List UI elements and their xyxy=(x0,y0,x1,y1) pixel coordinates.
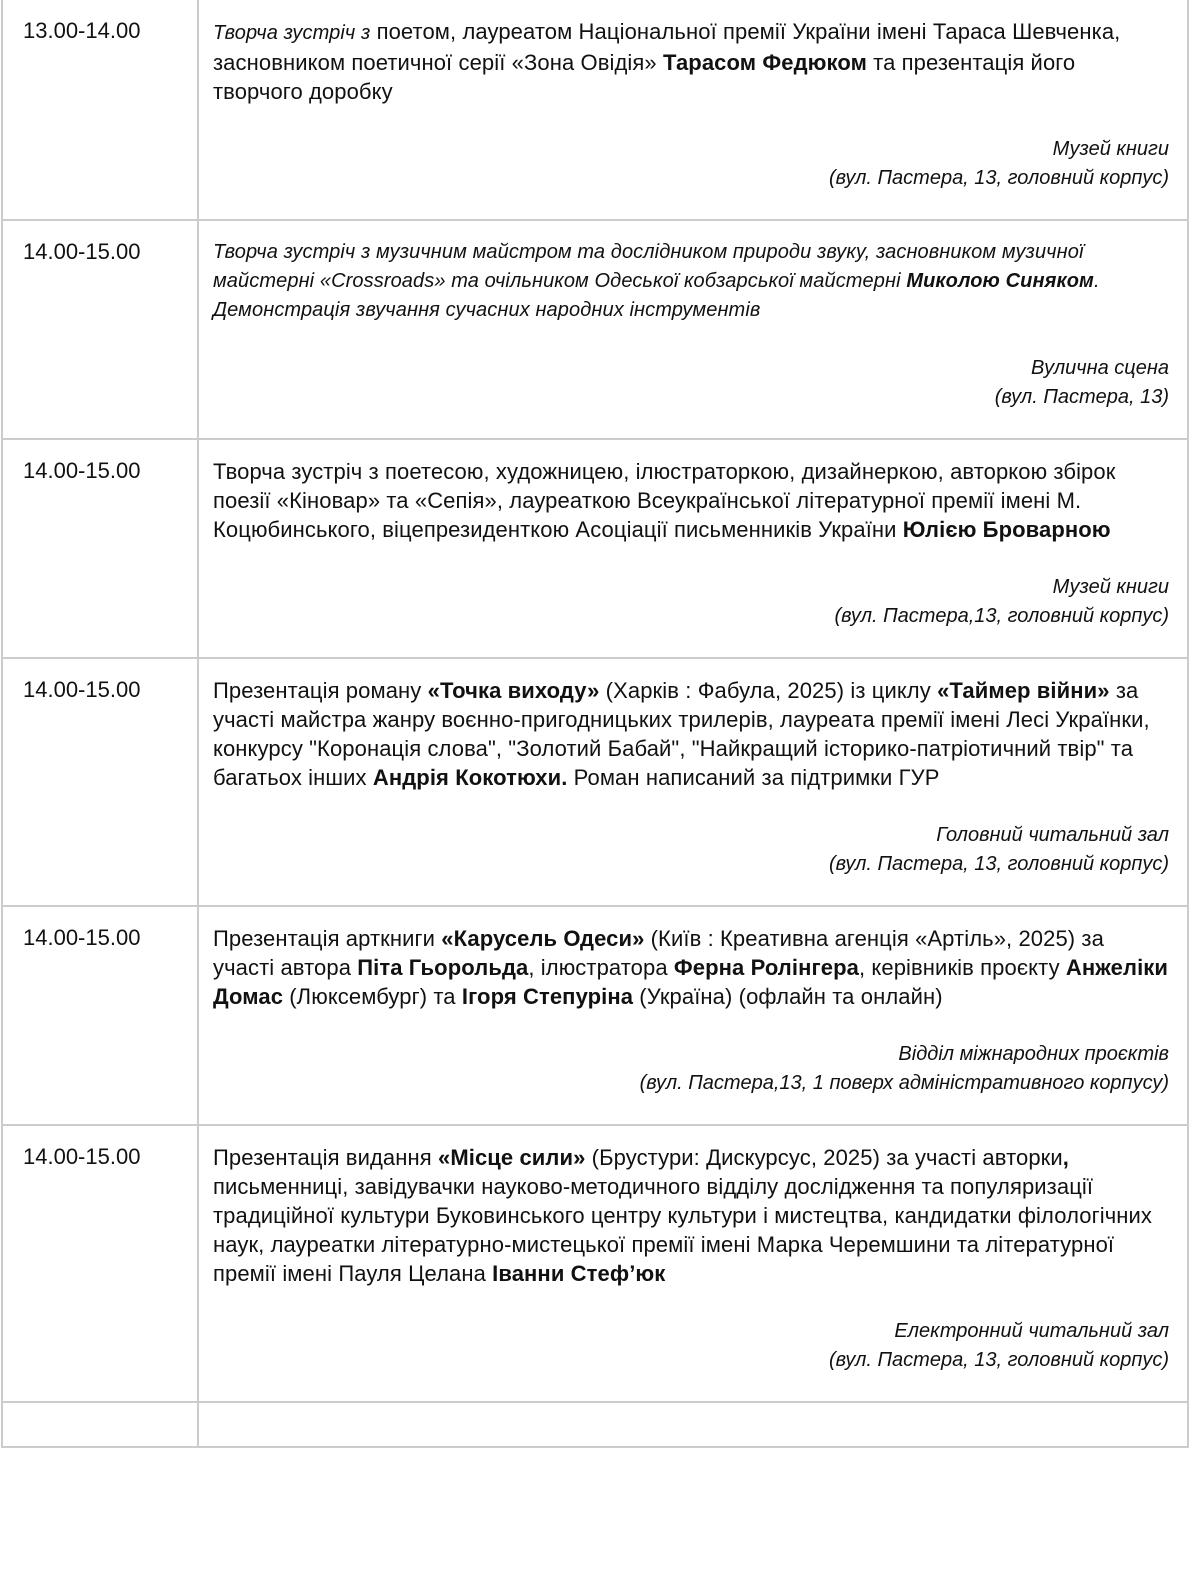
event-row xyxy=(2,220,1188,439)
event-row xyxy=(2,658,1188,906)
highlighted-name: Іванни Стеф’юк xyxy=(492,1261,666,1286)
description-text: (Київ : Креативна агенція «Артіль», 2025) за участі автора xyxy=(213,926,1104,980)
venue-name: Вулична сцена xyxy=(1030,357,1169,379)
venue-address: (вул. Пастера, 13, головний корпус) xyxy=(828,167,1169,189)
description-text: Творча зустріч з музичним майстром та дослідником природи звуку, засновником музичної майстерні «Crossroads» та очільником Одеської кобзарської майстерні xyxy=(213,241,1084,292)
highlighted-name: Піта Гьорольда xyxy=(357,955,529,980)
description-text: за участі майстра жанру воєнно-пригодницьких трилерів, лауреата премії імені Лесі Українки, конкурсу "Коронація слова", "Золотий Бабай", "Найкращий історико-патріотичний твір" та багатьох інших xyxy=(213,678,1150,790)
event-time: 14.00-15.00 xyxy=(2,1125,198,1402)
venue-name: Відділ міжнародних проєктів xyxy=(898,1043,1169,1065)
description-text: Презентація роману xyxy=(213,678,428,703)
description-text: . Демонстрація звучання сучасних народних інструментів xyxy=(213,270,1100,321)
event-description xyxy=(213,1143,1169,1288)
highlighted-name: Тарасом Федюком xyxy=(662,50,867,75)
event-details xyxy=(198,1402,1188,1447)
event-row xyxy=(2,906,1188,1125)
venue-address: (вул. Пастера, 13, головний корпус) xyxy=(828,853,1169,875)
event-description xyxy=(213,238,1169,325)
event-details xyxy=(198,439,1188,658)
venue-name: Електронний читальний зал xyxy=(894,1320,1169,1342)
highlighted-name: «Точка виходу» xyxy=(427,678,600,703)
event-venue xyxy=(213,821,1169,879)
description-text: Презентація арткниги xyxy=(213,926,442,951)
highlighted-name: , xyxy=(1062,1145,1069,1170)
venue-address: (вул. Пастера, 13) xyxy=(994,386,1169,408)
event-venue xyxy=(213,1040,1169,1098)
venue-address: (вул. Пастера, 13, головний корпус) xyxy=(828,1349,1169,1371)
event-row xyxy=(2,0,1188,220)
description-text: поетом, лауреатом Національної премії України імені Тараса Шевченка, засновником поетичної серії «Зона Овідія» xyxy=(213,19,1121,75)
venue-name: Музей книги xyxy=(1052,576,1169,598)
highlighted-name: Ігоря Степуріна xyxy=(461,984,634,1009)
description-text: (Люксембург) та xyxy=(283,984,462,1009)
venue-name: Музей книги xyxy=(1052,138,1169,160)
description-text: Творча зустріч з поетесою, художницею, ілюстраторкою, дизайнеркою, авторкою збірок поезії «Кіновар» та «Сепія», лауреаткою Всеукраїнської літературної премії імені М. Коцюбинського, віцепрезиденткою Асоціації письменників України xyxy=(213,459,1116,542)
description-text: Творча зустріч з xyxy=(213,22,371,44)
event-details xyxy=(198,220,1188,439)
description-text: Презентація видання xyxy=(213,1145,438,1170)
event-details xyxy=(198,906,1188,1125)
description-text: , ілюстратора xyxy=(528,955,674,980)
description-text: письменниці, завідувачки науково-методичного відділу дослідження та популяризації традиційної культури Буковинського центру культури і мистецтва, кандидатки філологічних наук, лауреатки літературно-мистецької премії імені Марка Черемшини та літературної премії імені Пауля Целана xyxy=(213,1174,1153,1286)
highlighted-name: Юлією Броварною xyxy=(902,517,1111,542)
event-time: 14.00-15.00 xyxy=(2,906,198,1125)
highlighted-name: Миколою Синяком xyxy=(906,270,1094,292)
event-details xyxy=(198,1125,1188,1402)
event-description xyxy=(213,924,1169,1011)
description-text: та презентація його творчого доробку xyxy=(213,50,1076,104)
description-text: Роман написаний за підтримки ГУР xyxy=(567,765,940,790)
event-venue xyxy=(213,354,1169,412)
highlighted-name: Анжеліки Домас xyxy=(213,955,1169,1009)
highlighted-name: Ферна Ролінгера xyxy=(673,955,859,980)
description-text: , керівників проєкту xyxy=(858,955,1066,980)
highlighted-name: «Місце сили» xyxy=(437,1145,586,1170)
description-text: (Україна) (офлайн та онлайн) xyxy=(633,984,943,1009)
event-time: 14.00-15.00 xyxy=(2,220,198,439)
event-time: 14.00-15.00 xyxy=(2,439,198,658)
event-time: 14.00-15.00 xyxy=(2,658,198,906)
event-description xyxy=(213,457,1169,544)
venue-address: (вул. Пастера,13, 1 поверх адміністративного корпусу) xyxy=(639,1072,1169,1094)
description-text: (Брустури: Дискурсус, 2025) за участі авторки xyxy=(585,1145,1063,1170)
event-venue xyxy=(213,573,1169,631)
event-venue xyxy=(213,135,1169,193)
event-time xyxy=(2,1402,198,1447)
highlighted-name: «Карусель Одеси» xyxy=(441,926,645,951)
event-time: 13.00-14.00 xyxy=(2,0,198,220)
event-row xyxy=(2,439,1188,658)
venue-name: Головний читальний зал xyxy=(936,824,1169,846)
event-venue xyxy=(213,1317,1169,1375)
description-text: (Харків : Фабула, 2025) із циклу xyxy=(599,678,938,703)
highlighted-name: «Таймер війни» xyxy=(937,678,1110,703)
event-row-partial xyxy=(2,1402,1188,1447)
event-details xyxy=(198,0,1188,220)
event-description xyxy=(213,17,1169,106)
event-row xyxy=(2,1125,1188,1402)
venue-address: (вул. Пастера,13, головний корпус) xyxy=(834,605,1169,627)
event-details xyxy=(198,658,1188,906)
highlighted-name: Андрія Кокотюхи. xyxy=(372,765,568,790)
schedule-body xyxy=(2,0,1188,1447)
event-description xyxy=(213,676,1169,792)
schedule-table xyxy=(1,0,1189,1448)
